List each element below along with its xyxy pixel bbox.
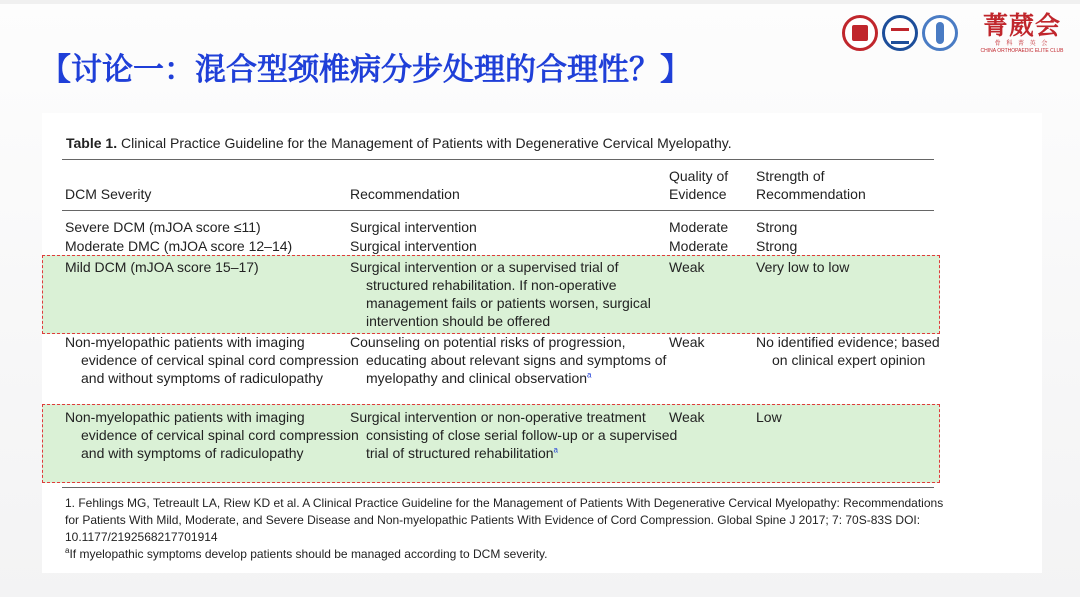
table-row-strength: Strong (756, 219, 798, 235)
table-row-severity: Non-myelopathic patients with imaging evidence of cervical spinal cord compression and with symptoms of radiculopathy (65, 409, 359, 461)
table-row-strength: Strong (756, 238, 798, 254)
table-references (65, 495, 945, 563)
header-strength: Strength of Recommendation (756, 168, 866, 202)
table-row-recommendation: Surgical intervention (350, 238, 477, 254)
table-row-quality: Weak (669, 334, 705, 350)
header-severity: DCM Severity (65, 186, 152, 202)
table-row-recommendation (350, 408, 681, 462)
table-row-severity: Non-myelopathic patients with imaging evidence of cervical spinal cord compression and without symptoms of radiculopathy (65, 334, 359, 386)
table-row-strength: Very low to low (756, 259, 850, 275)
footnote-marker: a (553, 445, 558, 455)
reference-citation: 1. Fehlings MG, Tetreault LA, Riew KD et al. A Clinical Practice Guideline for the Management of Patients With Degenerative Cervical Myelopathy: Recommendations for Patients With Mild, Moderate, and Severe Disease and Non-myelopathic Patients With Evidence of Cord Compression. Global Spine J 2017; 7: 70S-83S DOI: 10.1177/2192568217701914 (65, 496, 944, 544)
table-caption-text: Clinical Practice Guideline for the Management of Patients with Degenerative Cervical Myelopathy. (120, 135, 732, 151)
table-row-recommendation: Surgical intervention (350, 219, 477, 235)
hospital-emblem-icon (882, 15, 918, 51)
table-row-quality: Weak (669, 409, 705, 425)
footnote-marker: a (587, 370, 592, 380)
table-row-severity: Severe DCM (mJOA score ≤11) (65, 219, 261, 235)
table-footnote (65, 546, 945, 563)
footnote-mark: a (65, 546, 70, 555)
table-row-recommendation (350, 333, 681, 387)
table-top-rule (62, 159, 934, 160)
table-header-rule (62, 210, 934, 211)
slide-title: 【讨论一：混合型颈椎病分步处理的合理性？】 (40, 52, 691, 88)
table-bottom-rule (62, 487, 934, 488)
table-row-quality: Moderate (669, 219, 729, 235)
recommendation-text: Surgical intervention or non-operative treatment consisting of close serial follow-up or a supervised trial of structured rehabilitation (350, 409, 678, 461)
logo-group (842, 12, 1074, 56)
recommendation-text: Counseling on potential risks of progression, educating about relevant signs and symptoms of myelopathy and clinical observation (350, 334, 667, 386)
header-quality: Quality of Evidence (669, 168, 729, 202)
brand-sub-cn: 骨 科 菁 英 会 (994, 41, 1050, 47)
table-row-recommendation: Surgical intervention or a supervised trial of structured rehabilitation. If non-operative management fails or patients worsen, surgical intervention should be offered (350, 259, 651, 329)
table-row-quality: Moderate (669, 238, 729, 254)
spine-logo-icon (922, 15, 958, 51)
table-label: Table 1. (66, 135, 118, 151)
table-row-strength: Low (756, 409, 782, 425)
brand-name-en: CHINA ORTHOPAEDIC ELITE CLUB (980, 48, 1064, 54)
top-bar (0, 0, 1080, 4)
guideline-table-panel (42, 113, 1042, 573)
table-row-quality: Weak (669, 259, 705, 275)
brand-logo (970, 12, 1074, 55)
header-recommendation: Recommendation (350, 186, 460, 202)
table-row-strength: No identified evidence; based on clinical expert opinion (756, 334, 940, 368)
university-seal-icon (842, 15, 878, 51)
footnote-text: If myelopathic symptoms develop patients should be managed according to DCM severity. (69, 547, 548, 561)
table-caption (66, 135, 732, 151)
brand-name-cn: 菁葳会 (982, 11, 1061, 40)
table-row-severity: Moderate DMC (mJOA score 12–14) (65, 238, 293, 254)
table-row-severity: Mild DCM (mJOA score 15–17) (65, 259, 259, 275)
